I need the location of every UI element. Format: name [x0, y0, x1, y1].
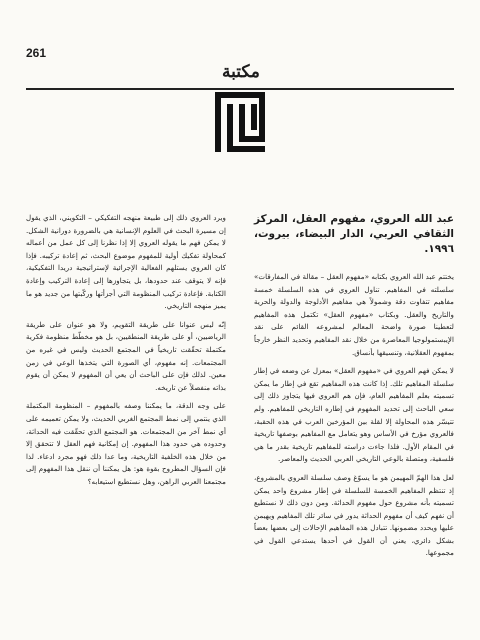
kufic-logo-icon [215, 92, 265, 152]
review-paragraph: ويرد العروي ذلك إلى طبيعة منهجه التفكيكي – التكويني، الذي يقول إن مسيرة البحث في العلوم الإنسانية هي بالضرورة دورانية الشكل. لا يمكن فهم ما يقوله العروي إلا إذا نظرنا إلى كل عمل من أعماله كمحاولة تفكيك أولية للمفهوم موضوع البحث، ثم إعادة تركيبه. فإذا كان العروي يستلهم الفعالية الإجرائية لإستراتيجية دريدا التفكيكية، فإنه لا يتوقف عند حدودها، بل يتجاوزها إلى إعادة التركيب وإعادة الكتابة. فإعادة تركيب المنظومة التي أجزأتها وركّبتها من جديد هو ما يميز منهجه التاريخي. [26, 213, 226, 311]
review-paragraph: لعل هذا الهمّ المهيمن هو ما يسوّغ وصف سلسلة العروي بالمشروع، إذ تنتظم المفاهيم الخمسة للسلسلة في إطار مشروع واحد يمكن تسميته بأنه مشروع حول مفهوم الحداثة. ومن دون ذلك لا نستطيع أن نفهم كيف أن مفهوم الحداثة يدور في سائر تلك المفاهيم ويهيمن عليها ويحدد مضمونها. تتبادل هذه المفاهيم الإحالات إلى بعضها بعضاً بشكل دائري، يعني أن القول في أحدها يستدعي القول في مجموعها. [254, 472, 454, 558]
page-number: 261 [26, 46, 47, 60]
review-left-column [26, 212, 226, 494]
section-title: مكتبة [222, 62, 260, 82]
review-paragraph: إنّه ليس عنوانا على طريقة التقويم، ولا هو عنوان على طريقة الرياضيين، أو على طريقة المنطقيين، بل هو مخطّط منظومة فكرية مكتملة تحقّقت تاريخياً في المجتمع الحديث وليس في غيره من المجتمعات. إنه مفهوم، أي الصورة التي يتخذها الوعي في زمن معين. لذلك فإن على الباحث أن يعي أن المفهوم لا يمكن أن يقوم بذاته منفصلاً عن تاريخه. [26, 319, 226, 392]
review-paragraph: لا يمكن فهم العروي في «مفهوم العقل» بمعزل عن وضعه في إطار سلسلة المفاهيم تلك. إذا كانت هذه المفاهيم تقع في إطار ما يمكن تسميته بعلم المفاهيم العام، فإن هم العروي فيها يتجاوز ذلك إلى سعي الباحث إلى تحديد المفهوم في إطاره التاريخي للمفاهيم. ولم تتيسّر هذه المحاولة إلا لقلة بين المؤرخين العرب في هذه الحقبة، فالعروي مؤرخ في الأساس وهو يتعامل مع المفاهيم بوصفها تاريخية في المقام الأول. فلذا جاءت دراسته للمفاهيم تاريخية بقدر ما هي فلسفية، ومتصلة بالوعي التاريخي العربي الحديث والمعاصر. [254, 366, 454, 464]
review-right-column [254, 212, 454, 566]
header-rule [26, 88, 454, 90]
review-paragraph: على وجه الدقة، ما يمكننا وصفه بالمفهوم – المنظومة المكتملة الذي ينتمي إلى نمط المجتمع الغربي الحديث، ولا يمكن تعميمه على أي نمط آخر من المجتمعات. هو المجتمع الذي تحقّقت فيه الحداثة، وحدوده هي حدود هذا المفهوم. إن إمكانية فهم العقل لا تتحقق إلا من خلال هذه الخلفية التاريخية، وما عدا ذلك فهو مجرد ادعاء. لذا فإن السؤال المطروح بقوة هو: هل يمكننا أن ننقل هذا المفهوم إلى مجتمعنا العربي الراهن، وهل نستطيع استيعابه؟ [26, 401, 226, 486]
book-title: عبد الله العروي، مفهوم العقل، المركز الثقافي العربي، الدار البيضاء، بيروت، ١٩٩٦. [254, 213, 454, 255]
review-paragraph: يختتم عبد الله العروي بكتابه «مفهوم العقل – مقالة في المفارقات» سلسلته في المفاهيم. تناول العروي في هذه السلسلة خمسة مفاهيم تتفاوت دقة وشمولاً هي مفاهيم الأدلوجة والدولة والحرية والتاريخ والعقل. وبكتاب «مفهوم العقل» تكتمل هذه المفاهيم لتعطينا صورة واضحة المعالم لمشروعه القائم على نقد الإيبستمولوجيا المعاصرة من خلال نقد المفاهيم وتحديد النظر خارجاً بمفهوم العقلانية، وتنسيقها بأنساق. [254, 272, 454, 357]
